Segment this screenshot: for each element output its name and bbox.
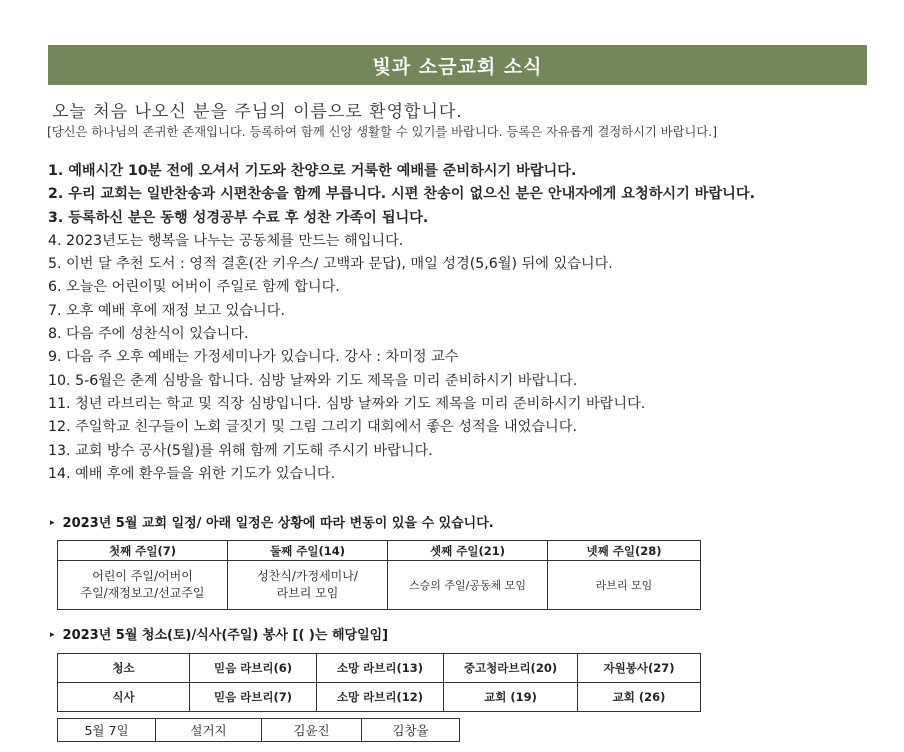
- schedule-heading: [50, 512, 494, 531]
- welcome-subtext: [당신은 하나님의 존귀한 존재입니다. 등록하여 함께 신앙 생활할 수 있기를 바랍니다. 등록은 자유롭게 결정하시기 바랍니다.]: [47, 125, 717, 139]
- bullet-triangle-icon: ▸: [50, 630, 55, 640]
- service-cell: 자원봉사(27): [578, 654, 701, 683]
- banner-title: 빛과 소금교회 소식: [372, 55, 543, 78]
- service-cell: 소망 라브리(13): [317, 654, 444, 683]
- schedule-week-header: 넷째 주일(28): [548, 541, 701, 561]
- service-row-meal: [58, 683, 701, 712]
- notice-list: [48, 160, 878, 486]
- notice-item: 8. 다음 주에 성찬식이 있습니다.: [48, 326, 249, 343]
- event-line: 성찬식/가정세미나/: [257, 569, 358, 583]
- service-row-label: 식사: [58, 683, 190, 712]
- schedule-event-cell: [548, 561, 701, 610]
- notice-item: 1. 예배시간 10분 전에 오셔서 기도와 찬양으로 거룩한 예배를 준비하시기 바랍니다.: [48, 163, 577, 179]
- service-cell: 믿음 라브리(7): [190, 683, 317, 712]
- bullet-triangle-icon: ▸: [50, 518, 55, 528]
- notice-item: 9. 다음 주 오후 예배는 가정세미나가 있습니다. 강사 : 차미정 교수: [48, 349, 459, 366]
- schedule-week-header: 첫째 주일(7): [58, 541, 228, 561]
- notice-item: 13. 교회 방수 공사(5월)를 위해 함께 기도해 주시기 바랍니다.: [48, 442, 433, 459]
- dishwashing-person: 김창율: [362, 719, 460, 742]
- schedule-event-cell: [58, 561, 228, 610]
- notice-item: 14. 예배 후에 환우들을 위한 기도가 있습니다.: [48, 465, 336, 482]
- dishwashing-date: 5월 7일: [58, 719, 156, 742]
- schedule-event-row: [58, 561, 701, 610]
- service-cell: 믿음 라브리(6): [190, 654, 317, 683]
- service-cell: 교회 (26): [578, 683, 701, 712]
- header-banner: [48, 45, 867, 85]
- notice-item: 4. 2023년도는 행복을 나누는 공동체를 만드는 해입니다.: [48, 232, 404, 249]
- notice-item: 7. 오후 예배 후에 재정 보고 있습니다.: [48, 302, 285, 319]
- event-line: 스승의 주일/공동체 모임: [409, 578, 526, 592]
- service-heading-text: 2023년 5월 청소(토)/식사(주일) 봉사 [( )는 해당일임]: [62, 628, 389, 643]
- schedule-table: [57, 540, 701, 610]
- notice-item: 3. 등록하신 분은 동행 성경공부 수료 후 성찬 가족이 됩니다.: [48, 209, 429, 226]
- notice-item: 5. 이번 달 추천 도서 : 영적 결혼(잔 키우스/ 고백과 문답), 매일 성경(5,6월) 뒤에 있습니다.: [48, 256, 613, 273]
- event-line: 주일/재정보고/선교주일: [80, 586, 205, 600]
- dishwashing-task: 설거지: [156, 719, 262, 742]
- schedule-heading-text: 2023년 5월 교회 일정/ 아래 일정은 상황에 따라 변동이 있을 수 있습니다.: [62, 516, 494, 531]
- notice-item: 10. 5-6월은 춘계 심방을 합니다. 심방 날짜와 기도 제목을 미리 준비하시기 바랍니다.: [48, 372, 578, 389]
- schedule-event-cell: [228, 561, 388, 610]
- schedule-event-cell: [388, 561, 548, 610]
- notice-item: 11. 청년 라브리는 학교 및 직장 심방입니다. 심방 날짜와 기도 제목을 미리 준비하시기 바랍니다.: [48, 395, 646, 412]
- event-line: 어린이 주일/어버이: [92, 569, 193, 583]
- service-cell: 소망 라브리(12): [317, 683, 444, 712]
- dishwashing-person: 김윤진: [262, 719, 362, 742]
- notice-item: 12. 주일학교 친구들이 노회 글짓기 및 그림 그리기 대회에서 좋은 성적을 내었습니다.: [48, 419, 577, 436]
- service-table: [57, 653, 701, 712]
- schedule-header-row: [58, 541, 701, 561]
- event-line: 라브리 모임: [595, 578, 653, 592]
- schedule-week-header: 둘째 주일(14): [228, 541, 388, 561]
- notice-item: 6. 오늘은 어린이및 어버이 주일로 함께 합니다.: [48, 279, 340, 296]
- dishwashing-row: [58, 719, 460, 742]
- schedule-week-header: 셋째 주일(21): [388, 541, 548, 561]
- notice-item: 2. 우리 교회는 일반찬송과 시편찬송을 함께 부릅니다. 시편 찬송이 없으신 분은 안내자에게 요청하시기 바랍니다.: [48, 186, 755, 203]
- service-row-cleaning: [58, 654, 701, 683]
- welcome-headline: 오늘 처음 나오신 분을 주님의 이름으로 환영합니다.: [52, 102, 463, 122]
- service-cell: 중고청라브리(20): [444, 654, 578, 683]
- service-row-label: 청소: [58, 654, 190, 683]
- event-line: 라브리 모임: [276, 586, 339, 600]
- dishwashing-table: [57, 718, 460, 742]
- service-cell: 교회 (19): [444, 683, 578, 712]
- service-heading: [50, 624, 388, 643]
